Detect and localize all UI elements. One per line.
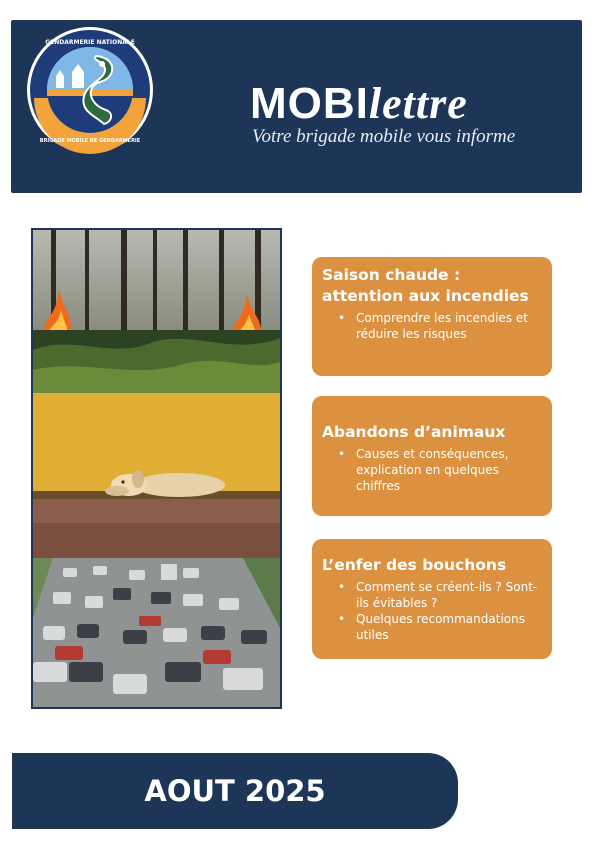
footer-band [12,753,458,829]
article-title: Abandons d’animaux [322,423,506,441]
list-item: • Causes et conséquences, explication en quelques chiffres [338,447,509,493]
forest-fire-photo [33,230,280,393]
article-points [322,310,542,342]
list-item: • Quelques recommandations utiles [338,612,525,642]
newsletter-title-bold: MOBI [250,79,369,128]
abandoned-dog-photo [33,393,280,558]
issue-date: AOUT 2025 [144,774,326,808]
gendarmerie-logo [26,26,154,154]
article-card-traffic[interactable] [312,539,552,659]
newsletter-title [250,79,468,128]
newsletter-title-italic: lettre [368,79,468,128]
traffic-jam-photo [33,558,280,707]
list-item: • Comprendre les incendies et réduire les risques [338,311,528,341]
article-card-fires[interactable] [312,257,552,376]
article-title: Saison chaude : attention aux incendies [322,266,529,305]
photo-column [31,228,282,709]
newsletter-tagline: Votre brigade mobile vous informe [252,126,516,147]
article-title: L’enfer des bouchons [322,556,507,574]
article-card-animals[interactable] [312,396,552,516]
article-points [322,579,542,643]
article-points [322,446,542,494]
list-item: • Comment se créent-ils ? Sont-ils évitables ? [338,580,538,610]
svg-text:GENDARMERIE NATIONALE: GENDARMERIE NATIONALE [45,39,135,46]
svg-text:BRIGADE MOBILE DE GENDARMERIE: BRIGADE MOBILE DE GENDARMERIE [39,138,141,144]
